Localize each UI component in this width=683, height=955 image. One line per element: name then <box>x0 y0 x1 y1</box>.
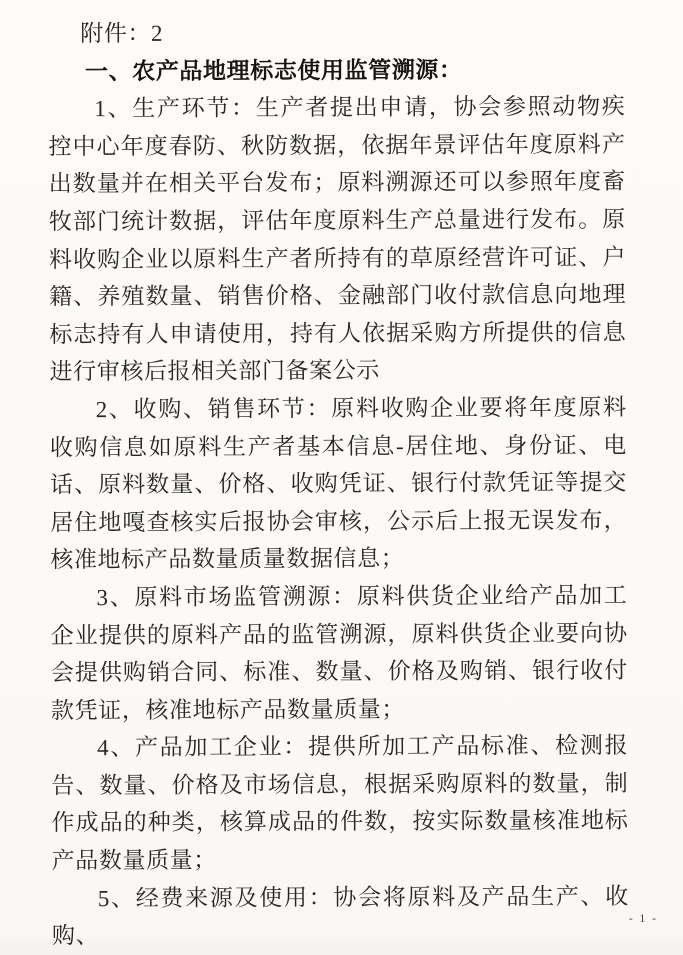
page-number: - 1 - <box>628 913 658 925</box>
paragraph-funding-source: 5、经费来源及使用：协会将原料及产品生产、收购、 <box>51 883 629 949</box>
paragraph-processing-enterprise: 4、产品加工企业：提供所加工产品标准、检测报告、数量、价格及市场信息，根据采购原料的数量，制作成品的种类，核算成品的件数，按实际数量核准地标产品数量质量； <box>51 733 629 874</box>
paragraph-raw-material-market-traceability: 3、原料市场监管溯源：原料供货企业给产品加工企业提供的原料产品的监管溯源，原料供货企业要向协会提供购销合同、标准、数量、价格及购销、银行收付款凭证，核准地标产品数量质量； <box>50 582 628 723</box>
document-text-block <box>0 13 683 955</box>
attachment-label: 附件：2 <box>80 20 164 47</box>
paragraph-production-stage: 1、生产环节：生产者提出申请，协会参照动物疾控中心年度春防、秋防数据，依据年景评估年度原料产出数量并在相关平台发布；原料溯源还可以参照年度畜牧部门统计数据，评估年度原料生产总量进行发布。原料收购企业以原料生产者所持有的草原经营许可证、户籍、养殖数量、销售价格、金融部门收付款信息向地理标志持有人申请使用，持有人依据采购方所提供的信息进行审核后报相关部门备案公示 <box>48 93 627 385</box>
section-heading: 一、农产品地理标志使用监管溯源： <box>84 57 463 84</box>
paragraph-purchase-sales-stage: 2、收购、销售环节：原料收购企业要将年度原料收购信息如原料生产者基本信息-居住地、身份证、电话、原料数量、价格、收购凭证、银行付款凭证等提交居住地嘎查核实后报协会审核，公示后上报无误发布，核准地标产品数量质量数据信息； <box>49 394 628 573</box>
